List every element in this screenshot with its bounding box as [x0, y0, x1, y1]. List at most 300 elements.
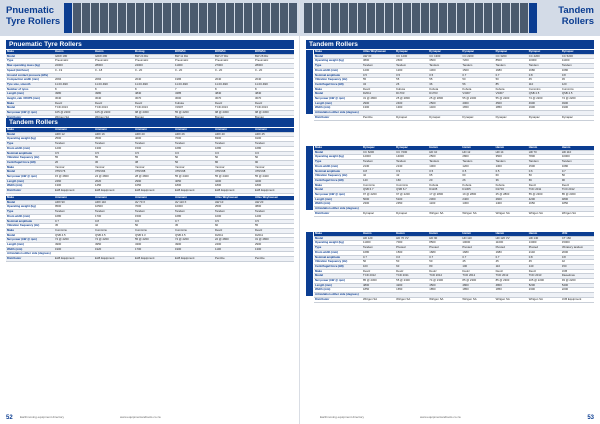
table-cell: ELB Equipment	[134, 257, 174, 262]
category-tab[interactable]	[493, 3, 501, 33]
table-cell: 4840	[214, 92, 254, 97]
table-cell: 26	[54, 160, 94, 165]
table-cell: 4840	[134, 92, 174, 97]
table-cell: 50	[495, 78, 528, 83]
table-cell: 90	[561, 178, 594, 183]
table-cell: 1200	[395, 68, 428, 73]
row-label: Type	[6, 142, 54, 147]
table-cell: Dynapac	[495, 115, 528, 120]
category-tab[interactable]	[520, 3, 528, 33]
table-cell: Dynapac	[395, 115, 428, 120]
table-cell: Tandem	[395, 64, 428, 69]
table-cell: Pentrite	[214, 257, 254, 262]
left-page-number: 52	[6, 415, 13, 421]
table-cell: 50	[395, 260, 428, 265]
category-tab[interactable]	[529, 3, 537, 33]
table-cell: 36	[428, 82, 461, 87]
table-cell: QSB 4.5	[561, 92, 594, 97]
table-cell: 9500	[54, 205, 94, 210]
table-cell: 74 @ 2300	[428, 279, 461, 284]
table-cell: 4200	[528, 197, 561, 202]
table-cell: Deutz	[362, 87, 395, 92]
left-category-tabs	[64, 3, 297, 33]
table-cell: BW 24 RH	[134, 54, 174, 59]
table-cell: BOMAG	[214, 50, 254, 54]
table-cell: Hamm	[461, 232, 494, 236]
table-cell: 1300	[428, 68, 461, 73]
table-cell: Dynapac	[528, 50, 561, 54]
row-label: Make	[314, 269, 362, 274]
table-cell: 27000	[214, 64, 254, 69]
table-cell: 1680	[214, 146, 254, 151]
table-cell: 15000	[561, 241, 594, 246]
table-cell: 0.8	[528, 255, 561, 260]
table-cell: CC 1200	[395, 54, 428, 59]
table-cell: Deutz	[254, 228, 294, 233]
row-label: Width (mm)	[314, 106, 362, 111]
table-cell: Tandem	[214, 210, 254, 215]
table-cell: 55	[254, 224, 294, 229]
table-cell: 3000	[174, 97, 214, 102]
table-cell: 1300	[254, 247, 294, 252]
table-cell: 0.6	[254, 151, 294, 156]
table-cell: 2500	[428, 155, 461, 160]
row-label: Distributor	[6, 189, 54, 194]
table-cell: CC 1300	[428, 54, 461, 59]
table-cell: ELB Equipment	[94, 257, 134, 262]
category-tab[interactable]	[244, 3, 252, 33]
category-tab[interactable]	[163, 3, 171, 33]
table-cell: 140	[528, 264, 561, 269]
category-tab[interactable]	[457, 3, 465, 33]
table-cell: 36	[495, 178, 528, 183]
table-cell: 1850	[362, 288, 395, 293]
table-cell: 60	[461, 174, 494, 179]
table-cell: Tandem	[495, 64, 528, 69]
table-cell: 45	[528, 260, 561, 265]
category-tab[interactable]	[349, 3, 357, 33]
table-cell: Yanmar	[174, 165, 214, 170]
category-tab[interactable]	[271, 3, 279, 33]
table-cell: Wirtgen SA	[495, 297, 528, 302]
table-cell: HD 120 VV	[495, 236, 528, 241]
row-label: Net power (kW @ rpm)	[6, 111, 54, 116]
category-tab[interactable]	[109, 3, 117, 33]
table-cell: 1680	[528, 68, 561, 73]
table-cell: 4900	[528, 101, 561, 106]
table-cell: Ammann	[54, 196, 94, 200]
table-cell: 24000	[134, 64, 174, 69]
table-cell: 2400	[214, 243, 254, 248]
category-tab[interactable]	[466, 3, 474, 33]
table-cell: CC 4200	[528, 54, 561, 59]
left-header	[0, 0, 300, 36]
category-tab[interactable]	[154, 3, 162, 33]
right-side-bar-3	[306, 232, 313, 296]
table-cell: Dynapac	[395, 50, 428, 54]
table-cell: 120	[561, 82, 594, 87]
category-tab[interactable]	[376, 3, 384, 33]
table-cell: 55	[362, 78, 395, 83]
table-cell: Ammann	[134, 128, 174, 132]
table-cell: TCD 2012	[428, 274, 461, 279]
table-cell: ARX 110	[94, 200, 134, 205]
table-cell: 1300	[461, 202, 494, 207]
table-cell: 1000	[428, 164, 461, 169]
table-cell: 3800	[254, 205, 294, 210]
table-cell: Hamm	[362, 232, 395, 236]
table-cell: Pivoted	[495, 246, 528, 251]
category-tab[interactable]	[448, 3, 456, 33]
table-cell: 98 @ 2300	[254, 111, 294, 116]
category-tab[interactable]	[484, 3, 492, 33]
category-tab[interactable]	[322, 3, 330, 33]
table-cell: 4500	[428, 283, 461, 288]
table-cell: 0.6	[528, 169, 561, 174]
category-tab[interactable]	[91, 3, 99, 33]
table-cell: 11.00-R20	[174, 82, 214, 87]
table-cell: 55	[395, 78, 428, 83]
table-cell: Dynapac	[395, 211, 428, 216]
table-cell: Wirtgen SA	[362, 297, 395, 302]
table-cell: Pneumatic	[174, 59, 214, 64]
table-cell: 20	[428, 178, 461, 183]
right-header-title	[558, 5, 594, 27]
table-cell: 4980	[54, 92, 94, 97]
table-cell: Wirtgen SA	[561, 211, 594, 216]
row-label: Model	[314, 274, 362, 279]
table-cell: 5000	[362, 197, 395, 202]
table-cell: 65	[428, 174, 461, 179]
right-footer-url[interactable]: www.equipmentandtools.co.za	[420, 415, 461, 419]
table-cell: 1900	[561, 106, 594, 111]
table-cell: 1500	[528, 164, 561, 169]
table-cell: 0.5	[428, 169, 461, 174]
table-cell: 50	[561, 174, 594, 179]
right-tandem-table-1	[314, 50, 594, 121]
table-cell: TCD 2013	[528, 274, 561, 279]
table-cell: ELB Equipment	[54, 257, 94, 262]
table-cell: Wirtgen SA	[528, 297, 561, 302]
row-label: Make	[314, 50, 362, 54]
category-tab[interactable]	[172, 3, 180, 33]
table-cell: Tandem	[254, 210, 294, 215]
table-cell: 7	[174, 87, 214, 92]
row-label: Make	[6, 196, 54, 200]
table-cell: 2300	[528, 288, 561, 293]
table-cell: 2350	[395, 202, 428, 207]
table-cell: 55 @ 2200	[461, 97, 494, 102]
right-title-line2: Rollers	[561, 16, 594, 27]
category-tab[interactable]	[190, 3, 198, 33]
table-cell: V3307	[461, 92, 494, 97]
row-label: Articulation either side (degrees)	[314, 293, 362, 298]
table-cell: D1703	[428, 92, 461, 97]
table-cell: 2990	[134, 179, 174, 184]
table-cell: 1850	[495, 106, 528, 111]
table-cell: Cummins	[561, 87, 594, 92]
table-cell: Bomag	[134, 50, 174, 54]
table-cell: 0.5	[428, 73, 461, 78]
table-cell: 45	[561, 78, 594, 83]
table-cell: 11.00-R20	[214, 82, 254, 87]
category-tab[interactable]	[403, 3, 411, 33]
category-tab[interactable]	[280, 3, 288, 33]
table-cell: 17 @ 2800	[428, 193, 461, 198]
table-cell: 50	[254, 156, 294, 161]
table-cell: Deutz	[214, 101, 254, 106]
table-cell: 4000	[461, 101, 494, 106]
table-cell: Pneumatic	[54, 59, 94, 64]
table-cell: Kubota	[174, 101, 214, 106]
category-tab[interactable]	[253, 3, 261, 33]
table-cell: 50	[174, 156, 214, 161]
row-label: Width (mm)	[6, 247, 54, 252]
category-tab[interactable]	[208, 3, 216, 33]
table-cell: 3TNV76	[54, 170, 94, 175]
table-cell: BOMAG	[174, 50, 214, 54]
table-cell: 2040	[134, 78, 174, 83]
row-label: Articulation either side (degrees)	[314, 111, 362, 116]
row-label: Nominal amplitude	[6, 219, 54, 224]
table-cell: 26	[461, 178, 494, 183]
row-label: Vibration frequency (Hz)	[6, 156, 54, 161]
row-label: Compaction width (mm)	[6, 78, 54, 83]
row-label: Operating weight (kg)	[314, 241, 362, 246]
table-cell: Hamm	[495, 232, 528, 236]
table-cell: Deutz	[54, 101, 94, 106]
category-tab[interactable]	[82, 3, 90, 33]
table-cell: Hamm	[495, 146, 528, 150]
table-cell: Cummins	[528, 87, 561, 92]
row-label: Nominal amplitude	[6, 151, 54, 156]
category-tab[interactable]	[421, 3, 429, 33]
row-label: Model	[6, 170, 54, 175]
table-cell: 0.7	[54, 219, 94, 224]
table-cell: 4950	[94, 243, 134, 248]
table-cell: 105 @ 2200	[54, 111, 94, 116]
table-cell: 11000	[495, 241, 528, 246]
row-label: Net power (kW @ rpm)	[314, 193, 362, 198]
table-cell: 100	[362, 264, 395, 269]
table-cell: 10000	[174, 205, 214, 210]
table-cell: 60	[395, 264, 428, 269]
table-cell: 50	[214, 156, 254, 161]
table-cell: 28000	[94, 64, 134, 69]
table-cell: 60	[495, 174, 528, 179]
table-cell: Tandem	[528, 64, 561, 69]
category-tab[interactable]	[367, 3, 375, 33]
category-tab[interactable]	[289, 3, 297, 33]
table-cell: 8500	[495, 59, 528, 64]
row-label: Vibration frequency (Hz)	[314, 174, 362, 179]
table-cell: 97 @ 2200	[362, 193, 395, 198]
table-cell: 0.8	[362, 169, 395, 174]
category-tab[interactable]	[100, 3, 108, 33]
left-footer-url[interactable]: www.equipmentandtools.co.za	[120, 415, 161, 419]
category-tab[interactable]	[262, 3, 270, 33]
table-cell: 3070	[134, 97, 174, 102]
table-cell: 8	[94, 87, 134, 92]
row-label: Operating weight (kg)	[314, 155, 362, 160]
table-cell: Tandem	[528, 160, 561, 165]
table-cell: 4900	[174, 243, 214, 248]
category-tab[interactable]	[439, 3, 447, 33]
table-cell: 1500	[395, 250, 428, 255]
table-cell: 36	[94, 160, 134, 165]
table-cell: Kubota	[395, 87, 428, 92]
row-label: Model	[314, 54, 362, 59]
table-cell: Ammann	[94, 128, 134, 132]
category-tab[interactable]	[64, 3, 72, 33]
category-tab[interactable]	[127, 3, 135, 33]
table-cell: 11.00-R20	[94, 82, 134, 87]
table-cell: 2300	[428, 197, 461, 202]
category-tab[interactable]	[136, 3, 144, 33]
table-cell: Deutz	[134, 101, 174, 106]
row-label: Vibration frequency (Hz)	[314, 260, 362, 265]
table-cell: Kubota	[495, 87, 528, 92]
table-cell: BW 27 RH	[214, 54, 254, 59]
row-label: Distributor	[6, 257, 54, 262]
row-label: Vibration frequency (Hz)	[6, 224, 54, 229]
table-cell: 1000	[214, 214, 254, 219]
table-cell: 85 @ 2300	[495, 279, 528, 284]
table-cell: 34	[362, 82, 395, 87]
table-cell: Kubota	[461, 87, 494, 92]
table-cell: 0.5	[395, 73, 428, 78]
table-cell: Dynapac	[395, 146, 428, 150]
row-label: Model	[6, 106, 54, 111]
category-tab[interactable]	[331, 3, 339, 33]
table-cell: TCD 2012	[461, 274, 494, 279]
table-cell: CC 3200	[495, 54, 528, 59]
table-cell: 4900	[561, 101, 594, 106]
table-cell: Dynapac	[362, 211, 395, 216]
table-cell: 55 @ 2400	[254, 175, 294, 180]
table-cell: Tandem	[461, 64, 494, 69]
category-tab[interactable]	[118, 3, 126, 33]
category-tab[interactable]	[313, 3, 321, 33]
category-tab[interactable]	[358, 3, 366, 33]
row-label: Drum width (mm)	[314, 68, 362, 73]
table-cell: 2130	[362, 164, 395, 169]
table-cell: Atlas Weyhausen	[254, 196, 294, 200]
table-cell: 28000	[254, 64, 294, 69]
table-cell: 14000	[395, 155, 428, 160]
table-cell: Ammann	[214, 128, 254, 132]
table-cell: HD 70 VV	[395, 236, 428, 241]
table-cell: 55 @ 2200	[174, 111, 214, 116]
table-cell: 4300	[134, 243, 174, 248]
table-cell: CT 160	[561, 236, 594, 241]
table-cell: 1700	[94, 214, 134, 219]
table-cell: 1900	[54, 247, 94, 252]
table-cell: 55 @ 2400	[214, 175, 254, 180]
category-tab[interactable]	[181, 3, 189, 33]
table-cell: 85 @ 2300	[561, 193, 594, 198]
table-cell: 42	[362, 174, 395, 179]
category-tab[interactable]	[475, 3, 483, 33]
table-cell: 10000	[561, 155, 594, 160]
table-cell: 11000	[561, 59, 594, 64]
row-label: Nominal amplitude	[314, 169, 362, 174]
category-tab[interactable]	[385, 3, 393, 33]
table-cell: 38	[134, 160, 174, 165]
table-cell: Pneumatic	[214, 59, 254, 64]
table-cell: V3307	[495, 92, 528, 97]
table-cell: Tandem	[495, 160, 528, 165]
table-cell: 66	[528, 178, 561, 183]
row-label: Model	[6, 233, 54, 238]
table-cell: 45	[174, 224, 214, 229]
table-cell: Yanmar	[214, 165, 254, 170]
category-tab[interactable]	[394, 3, 402, 33]
right-category-tabs	[304, 3, 537, 33]
table-cell: 42	[94, 224, 134, 229]
table-cell: 3TNV88	[134, 170, 174, 175]
table-cell: TCD 2013	[54, 106, 94, 111]
table-cell: Cummins	[174, 228, 214, 233]
row-label: Make	[314, 87, 362, 92]
table-cell: Deutz	[214, 228, 254, 233]
table-cell: 1300	[395, 106, 428, 111]
table-cell: 1400	[428, 106, 461, 111]
table-cell: 98 @ 2300	[134, 111, 174, 116]
table-cell: 74 @ 2200	[561, 97, 594, 102]
table-cell: CC 7200	[395, 150, 428, 155]
table-cell: 1680	[428, 250, 461, 255]
category-tab[interactable]	[502, 3, 510, 33]
row-label: Drum width (mm)	[6, 214, 54, 219]
table-cell: Kubota	[461, 183, 494, 188]
category-tab[interactable]	[412, 3, 420, 33]
table-cell: 4385	[174, 92, 214, 97]
row-label: Distributor	[314, 297, 362, 302]
category-tab[interactable]	[304, 3, 312, 33]
table-cell: 4200	[395, 283, 428, 288]
table-cell: 0.5	[461, 169, 494, 174]
category-tab[interactable]	[145, 3, 153, 33]
category-tab[interactable]	[511, 3, 519, 33]
table-cell: Pivoted	[528, 246, 561, 251]
row-label: Length (mm)	[6, 92, 54, 97]
table-cell: 1650	[134, 184, 174, 189]
table-cell: 1700	[134, 247, 174, 252]
table-cell: 0.5	[254, 219, 294, 224]
table-cell: 74 @ 2200	[528, 97, 561, 102]
row-label: Articulation either side (degrees)	[314, 207, 362, 212]
category-tab[interactable]	[430, 3, 438, 33]
right-tandem-table-2	[314, 146, 594, 217]
table-cell: 1850	[561, 202, 594, 207]
table-cell: TCD 2013	[94, 106, 134, 111]
table-cell: Hamm	[561, 146, 594, 150]
row-label: Speed (km/hour)	[6, 68, 54, 73]
category-tab[interactable]	[217, 3, 225, 33]
table-cell: 4900	[54, 243, 94, 248]
category-tab[interactable]	[199, 3, 207, 33]
table-cell: 1500	[134, 146, 174, 151]
table-cell: Wirtgen SA	[395, 297, 428, 302]
table-cell: D1105	[428, 188, 461, 193]
category-tab[interactable]	[73, 3, 81, 33]
table-cell: TCD 2013	[254, 106, 294, 111]
table-cell: 5100	[395, 197, 428, 202]
category-tab[interactable]	[226, 3, 234, 33]
category-tab[interactable]	[235, 3, 243, 33]
category-tab[interactable]	[340, 3, 348, 33]
